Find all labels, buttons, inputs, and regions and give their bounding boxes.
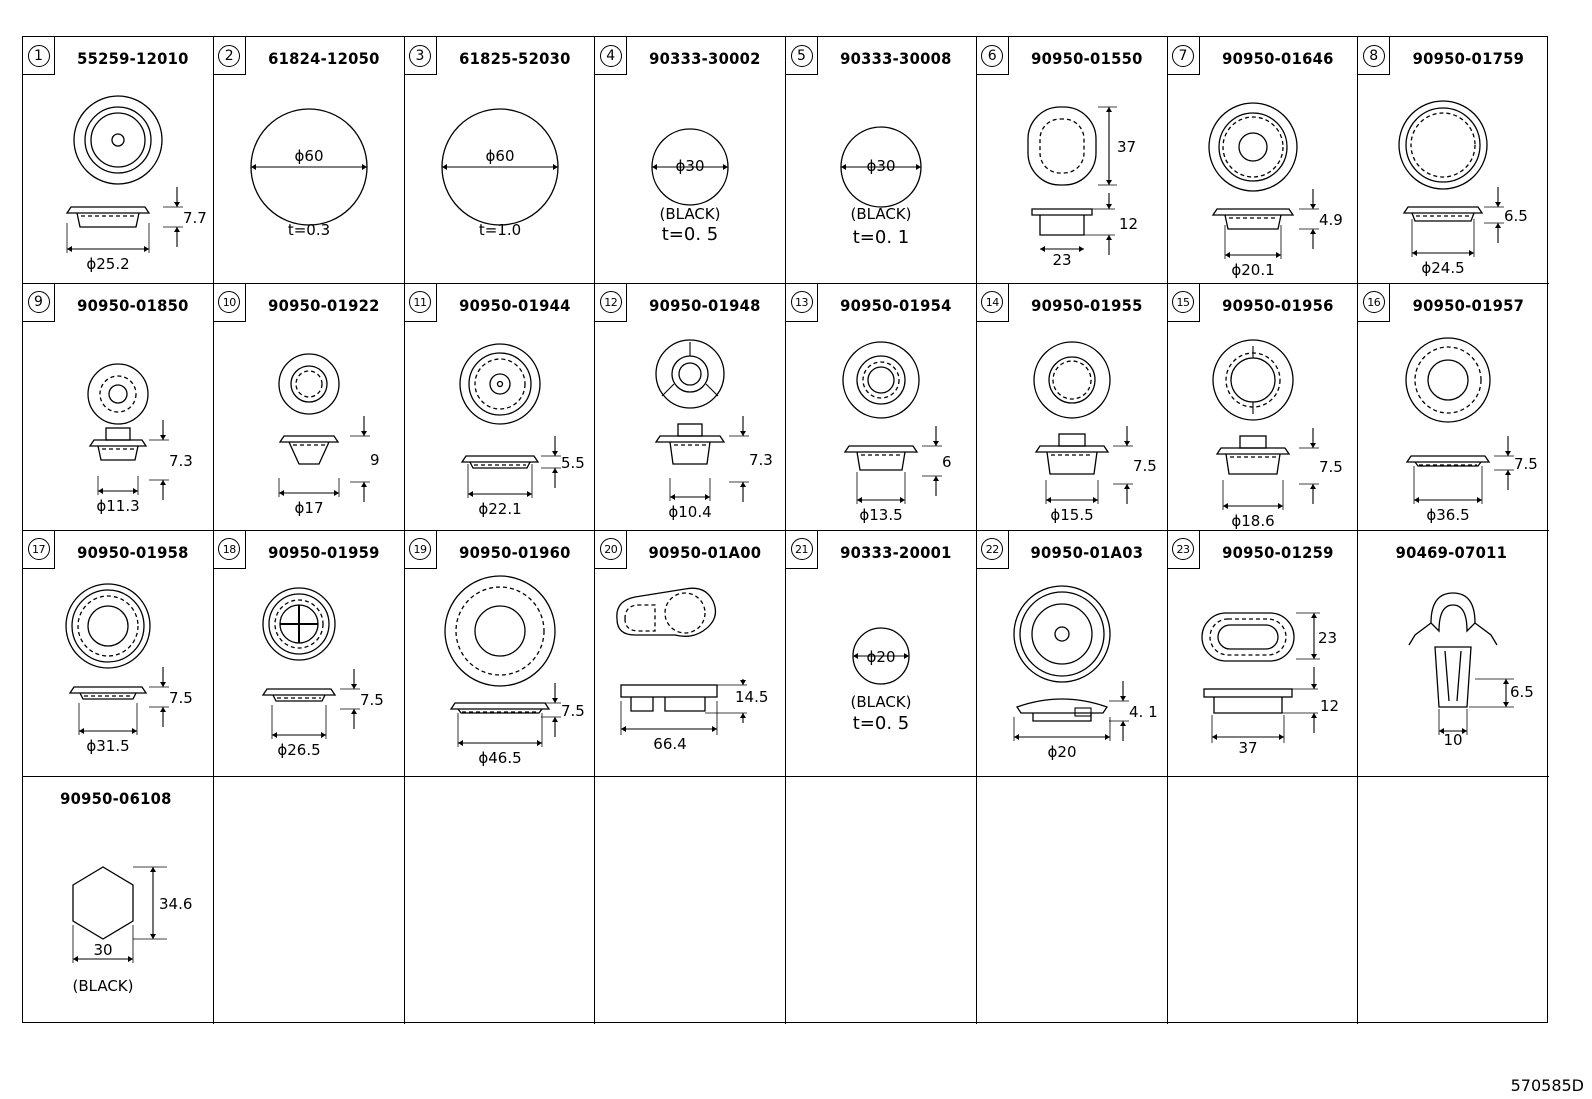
- color-label: (BLACK): [850, 692, 912, 711]
- part-cell: [786, 37, 977, 284]
- height-dimension: 7.3: [749, 450, 774, 469]
- color-label: (BLACK): [72, 977, 134, 996]
- part-drawing: [786, 284, 977, 531]
- part-number: 90950-01955: [1030, 295, 1143, 315]
- diameter-dimension: ϕ25.2: [86, 255, 130, 273]
- diameter-dimension: ϕ17: [294, 498, 324, 517]
- diameter-dimension: ϕ30: [675, 157, 705, 175]
- height-dimension: 7.5: [1318, 457, 1343, 476]
- index-number: 21: [791, 538, 813, 560]
- part-drawing: [405, 37, 596, 284]
- diameter-dimension: ϕ20: [1047, 742, 1077, 761]
- diameter-dimension: ϕ31.5: [86, 736, 130, 755]
- height-dimension: 6.5: [1504, 207, 1529, 225]
- index-number: 3: [409, 45, 431, 67]
- part-drawing: [23, 37, 214, 284]
- diameter-dimension: ϕ15.5: [1050, 505, 1094, 524]
- part-number: 90950-01A00: [648, 542, 762, 562]
- diameter-dimension: ϕ60: [485, 147, 514, 165]
- part-number: 90950-06108: [60, 789, 172, 809]
- index-number: 16: [1363, 291, 1385, 313]
- diameter-dimension: ϕ20.1: [1230, 261, 1275, 279]
- part-cell: [977, 284, 1168, 531]
- index-number: 18: [218, 538, 240, 560]
- width-dimension: 30: [93, 941, 113, 960]
- part-number: 90950-01957: [1412, 295, 1525, 315]
- part-number: 90950-01954: [840, 295, 952, 315]
- height-dimension: 4. 1: [1128, 702, 1158, 721]
- part-drawing: [595, 284, 786, 531]
- empty-cell: [1168, 777, 1359, 1024]
- diameter-dimension: ϕ46.5: [477, 748, 522, 767]
- part-cell: [405, 531, 596, 778]
- part-number: 90950-01922: [267, 295, 380, 315]
- part-number: 90950-01956: [1221, 295, 1334, 315]
- index-number: 1: [28, 45, 50, 67]
- width-dimension: 10: [1443, 730, 1463, 749]
- part-number: 90950-01759: [1412, 49, 1525, 68]
- part-cell: [214, 37, 405, 284]
- height-dimension: 7.5: [1132, 456, 1157, 475]
- height-dimension: 37: [1116, 138, 1136, 156]
- diameter-dimension: ϕ18.6: [1230, 511, 1275, 530]
- part-cell: [1358, 531, 1549, 778]
- diameter-dimension: ϕ10.4: [668, 502, 712, 521]
- part-drawing: [1168, 531, 1359, 778]
- diameter-dimension: ϕ36.5: [1426, 505, 1470, 524]
- height-dimension: 7.5: [1514, 454, 1539, 473]
- part-number: 90950-01958: [77, 542, 189, 562]
- part-number: 90333-20001: [840, 542, 952, 562]
- empty-cell: [1358, 777, 1549, 1024]
- index-number: 13: [791, 291, 813, 313]
- parts-grid: [22, 36, 1548, 1023]
- diameter-dimension: ϕ60: [294, 147, 324, 165]
- index-number: 10: [218, 291, 240, 313]
- part-cell: [1168, 37, 1359, 284]
- part-drawing: [214, 284, 405, 531]
- part-number: 90469-07011: [1395, 542, 1508, 562]
- part-cell: [1168, 531, 1359, 778]
- index-number: 11: [409, 291, 431, 313]
- part-drawing: [23, 777, 214, 1024]
- height-dimension: 7.5: [560, 701, 585, 720]
- width-dimension: 37: [1237, 738, 1258, 757]
- height-dimension: 5.5: [560, 453, 585, 472]
- part-number: 90950-01959: [267, 542, 380, 562]
- height-dimension: 7.5: [359, 690, 384, 709]
- index-number: 6: [981, 45, 1003, 67]
- part-drawing: [977, 284, 1168, 531]
- height-dimension: 6.5: [1510, 682, 1535, 701]
- index-number: 23: [1172, 538, 1194, 560]
- height-dimension: 7.7: [183, 209, 207, 227]
- part-cell: [595, 284, 786, 531]
- part-number: 90950-01948: [649, 295, 761, 315]
- part-drawing: [977, 37, 1168, 284]
- part-cell: [1358, 37, 1549, 284]
- index-number: 22: [981, 538, 1003, 560]
- index-number: 20: [600, 538, 622, 560]
- part-cell: [595, 37, 786, 284]
- height-dimension: 7.5: [169, 688, 193, 707]
- thickness-label: t=0.3: [287, 221, 330, 239]
- part-cell: [405, 284, 596, 531]
- thickness-label: t=0. 1: [852, 227, 910, 248]
- part-number: 90950-01646: [1221, 49, 1334, 68]
- part-drawing: [1168, 37, 1359, 284]
- height-dimension: 12: [1118, 215, 1138, 233]
- index-number: 17: [28, 538, 50, 560]
- height-dimension: 34.6: [159, 895, 193, 914]
- index-number: 8: [1363, 45, 1385, 67]
- part-cell: [786, 284, 977, 531]
- part-drawing: [405, 531, 596, 778]
- part-number: 61824-12050: [267, 49, 380, 68]
- part-drawing: [595, 37, 786, 284]
- diameter-dimension: ϕ13.5: [859, 505, 903, 524]
- diameter-dimension: ϕ11.3: [96, 496, 140, 515]
- diagram-code: 570585D: [1510, 1076, 1584, 1095]
- part-number: 90333-30002: [649, 49, 761, 68]
- part-cell: [214, 531, 405, 778]
- part-number: 55259-12010: [77, 49, 189, 68]
- empty-cell: [977, 777, 1168, 1024]
- diameter-dimension: ϕ24.5: [1421, 259, 1465, 277]
- part-number: 61825-52030: [458, 49, 571, 68]
- part-drawing: [595, 531, 786, 778]
- part-cell: [977, 531, 1168, 778]
- thickness-label: t=1.0: [478, 221, 521, 239]
- height-dimension: 7.3: [169, 451, 193, 470]
- height-dimension: 9: [369, 450, 380, 469]
- part-cell: [786, 531, 977, 778]
- width-dimension: 66.4: [653, 734, 687, 753]
- part-drawing: [1358, 531, 1549, 778]
- thickness-label: t=0. 5: [662, 224, 719, 245]
- height-dimension: 12: [1319, 696, 1339, 715]
- part-drawing: [214, 37, 405, 284]
- color-label: (BLACK): [850, 205, 912, 223]
- part-number: 90950-01A03: [1030, 542, 1143, 562]
- index-number: 14: [981, 291, 1003, 313]
- index-number: 12: [600, 291, 622, 313]
- part-drawing: [1358, 37, 1549, 284]
- height-dimension: 14.5: [735, 687, 769, 706]
- index-number: 15: [1172, 291, 1194, 313]
- part-cell: [23, 37, 214, 284]
- index-number: 4: [600, 45, 622, 67]
- height-dimension: 6: [942, 452, 952, 471]
- part-drawing: [1168, 284, 1359, 531]
- diameter-dimension: ϕ26.5: [277, 740, 321, 759]
- part-drawing: [23, 531, 214, 778]
- diameter-dimension: ϕ22.1: [477, 499, 522, 518]
- index-number: 7: [1172, 45, 1194, 67]
- part-cell: [977, 37, 1168, 284]
- part-drawing: [214, 531, 405, 778]
- diameter-dimension: ϕ20: [866, 647, 896, 666]
- part-number: 90950-01960: [458, 542, 571, 562]
- index-number: 9: [28, 291, 50, 313]
- height-dimension: 23: [1317, 628, 1337, 647]
- part-number: 90950-01850: [77, 295, 189, 315]
- part-cell: [1358, 284, 1549, 531]
- part-cell: [214, 284, 405, 531]
- index-number: 2: [218, 45, 240, 67]
- thickness-label: t=0. 5: [852, 712, 910, 734]
- index-number: 5: [791, 45, 813, 67]
- index-number: 19: [409, 538, 431, 560]
- empty-cell: [214, 777, 405, 1024]
- part-cell: [23, 777, 214, 1024]
- empty-cell: [405, 777, 596, 1024]
- part-drawing: [786, 37, 977, 284]
- part-cell: [1168, 284, 1359, 531]
- diameter-dimension: ϕ30: [866, 157, 896, 175]
- empty-cell: [786, 777, 977, 1024]
- part-drawing: [786, 531, 977, 778]
- part-drawing: [1358, 284, 1549, 531]
- part-drawing: [977, 531, 1168, 778]
- width-dimension: 23: [1052, 251, 1072, 269]
- part-number: 90333-30008: [840, 49, 952, 68]
- part-cell: [23, 531, 214, 778]
- part-number: 90950-01550: [1030, 49, 1143, 68]
- part-drawing: [23, 284, 214, 531]
- part-number: 90950-01944: [458, 295, 571, 315]
- part-cell: [595, 531, 786, 778]
- part-cell: [23, 284, 214, 531]
- part-drawing: [405, 284, 596, 531]
- color-label: (BLACK): [659, 205, 721, 223]
- part-cell: [405, 37, 596, 284]
- empty-cell: [595, 777, 786, 1024]
- part-number: 90950-01259: [1221, 542, 1334, 562]
- height-dimension: 4.9: [1318, 211, 1343, 229]
